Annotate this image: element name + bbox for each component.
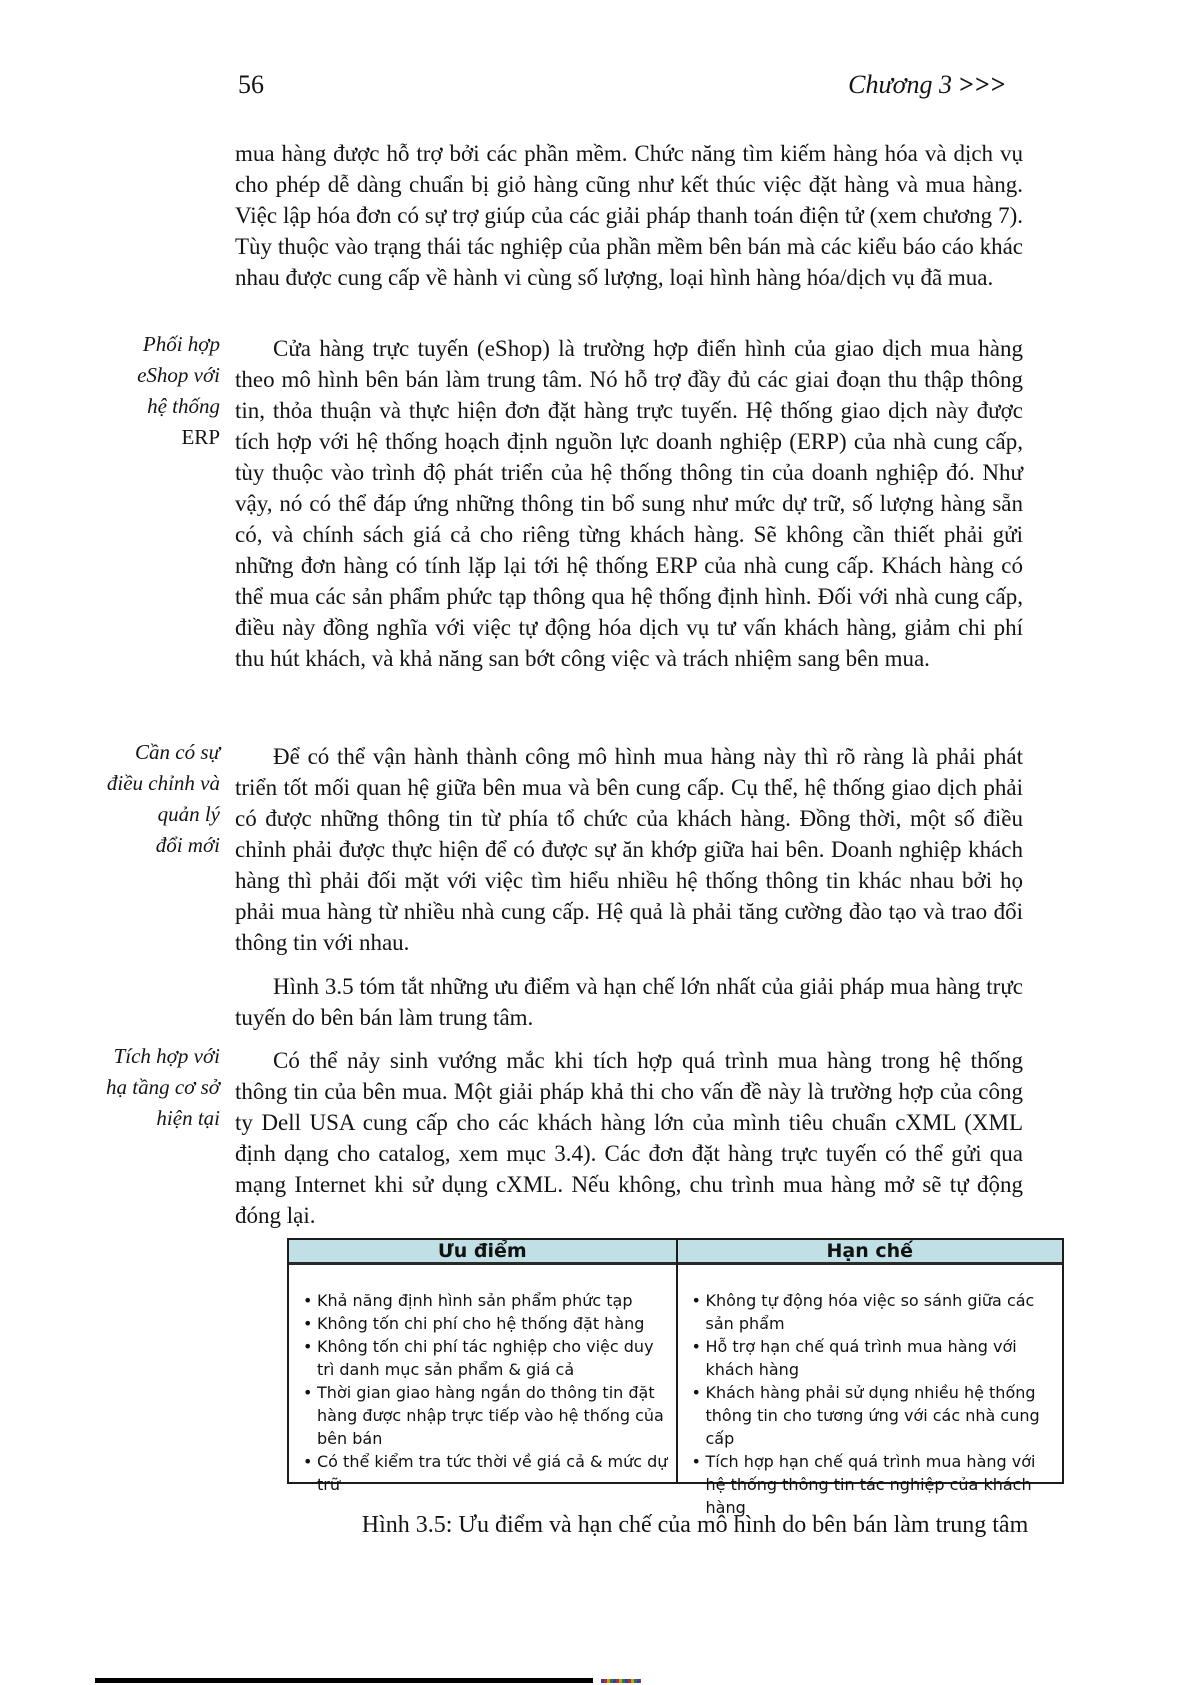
bullet-icon: • (303, 1383, 313, 1402)
list-item-text: Tích hợp hạn chế quá trình mua hàng với hệ thống thông tin tác nghiệp của khách hàng (705, 1452, 1036, 1517)
body-paragraph: mua hàng được hỗ trợ bởi các phần mềm. Chức năng tìm kiếm hàng hóa và dịch vụ cho phép dễ dàng chuẩn bị giỏ hàng cũng như kết thúc việc đặt hàng và mua hàng. Việc lập hóa đơn có sự trợ giúp của các giải pháp thanh toán điện tử (xem chương 7). Tùy thuộc vào trạng thái tác nghiệp của phần mềm bên bán mà các kiểu báo cáo khác nhau được cung cấp về hành vi cùng số lượng, loại hình hàng hóa/dịch vụ đã mua. (235, 141, 1023, 290)
body-paragraph: Hình 3.5 tóm tắt những ưu điểm và hạn chế lớn nhất của giải pháp mua hàng trực tuyến do bên bán làm trung tâm. (235, 974, 1023, 1030)
body-paragraph: Cửa hàng trực tuyến (eShop) là trường hợp điển hình của giao dịch mua hàng theo mô hình bên bán làm trung tâm. Nó hỗ trợ đầy đủ các giai đoạn thu thập thông tin, thỏa thuận và thực hiện đơn đặt hàng trực tuyến. Hệ thống giao dịch này được tích hợp với hệ thống hoạch định nguồn lực doanh nghiệp (ERP) của nhà cung cấp, tùy thuộc vào trình độ phát triển của hệ thống thông tin của doanh nghiệp đó. Như vậy, nó có thể đáp ứng những thông tin bổ sung như mức dự trữ, số lượng hàng sẵn có, và chính sách giá cả cho riêng từng khách hàng. Sẽ không cần thiết phải gửi những đơn hàng có tính lặp lại tới hệ thống ERP của nhà cung cấp. Khách hàng có thể mua các sản phẩm phức tạp thông qua hệ thống định hình. Đối với nhà cung cấp, điều này đồng nghĩa với việc tự động hóa dịch vụ tư vấn khách hàng, giảm chi phí thu hút khách, và khả năng san bớt công việc và trách nhiệm sang bên mua. (235, 336, 1023, 671)
margin-note-line: đổi mới (155, 833, 220, 857)
bullet-icon: • (691, 1452, 701, 1471)
bullet-icon: • (303, 1337, 313, 1356)
bullet-icon: • (303, 1291, 313, 1310)
limitations-header: Hạn chế (678, 1240, 1063, 1265)
list-item (303, 1289, 668, 1312)
list-item-text: Không tốn chi phí cho hệ thống đặt hàng (317, 1314, 645, 1333)
footer-dashes (601, 1679, 641, 1683)
body-paragraph: Có thể nảy sinh vướng mắc khi tích hợp quá trình mua hàng trong hệ thống thông tin của bên mua. Một giải pháp khả thi cho vấn đề này là trường hợp của công ty Dell USA cung cấp cho các khách hàng lớn của mình tiêu chuẩn cXML (XML định dạng cho catalog, xem mục 3.4). Các đơn đặt hàng trực tuyến có thể gửi qua mạng Internet khi sử dụng cXML. Nếu không, chu trình mua hàng mở sẽ tự động đóng lại. (235, 1048, 1023, 1228)
bullet-icon: • (303, 1452, 313, 1471)
list-item-text: Khách hàng phải sử dụng nhiều hệ thống thông tin cho tương ứng với các nhà cung cấp (705, 1383, 1040, 1448)
chapter-label: Chương 3 (848, 70, 953, 99)
margin-note-line: điều chỉnh và (106, 771, 220, 795)
list-item-text: Không tự động hóa việc so sánh giữa các sản phẩm (705, 1291, 1035, 1333)
advantages-list (289, 1265, 676, 1496)
list-item-text: Có thể kiểm tra tức thời về giá cả & mức dự trữ (317, 1452, 668, 1494)
margin-note-line: Tích hợp với (113, 1044, 220, 1068)
advantages-header: Ưu điểm (289, 1240, 676, 1265)
margin-note-line: hạ tầng cơ sở (106, 1075, 220, 1099)
list-item (303, 1312, 668, 1335)
list-item (692, 1335, 1055, 1381)
list-item-text: Hỗ trợ hạn chế quá trình mua hàng với khách hàng (705, 1337, 1017, 1379)
page-number: 56 (238, 70, 264, 99)
list-item (303, 1450, 668, 1496)
margin-note-line: ERP (181, 425, 220, 449)
margin-note-line: Phối hợp (142, 332, 220, 356)
margin-note-line: hệ thống (147, 394, 220, 418)
figure-table (287, 1238, 1064, 1517)
running-head (650, 70, 1006, 100)
margin-note-adjustment (68, 737, 220, 861)
chapter-arrows-icon: >>> (958, 70, 1006, 99)
margin-note-line: hiện tại (156, 1106, 220, 1130)
limitations-column (676, 1240, 1063, 1517)
body-paragraph: Để có thể vận hành thành công mô hình mua hàng này thì rõ ràng là phải phát triển tốt mối quan hệ giữa bên mua và bên cung cấp. Cụ thể, hệ thống giao dịch phải có được những thông tin từ phía tổ chức của khách hàng. Đồng thời, một số điều chỉnh phải được thực hiện để có được sự ăn khớp giữa hai bên. Doanh nghiệp khách hàng thì phải đối mặt với việc tìm hiểu nhiều hệ thống thông tin khác nhau bởi họ phải mua hàng từ nhiều nhà cung cấp. Hệ quả là phải tăng cường đào tạo và trao đổi thông tin với nhau. (235, 744, 1023, 955)
figure-caption: Hình 3.5: Ưu điểm và hạn chế của mô hình do bên bán làm trung tâm (361, 1512, 1029, 1538)
list-item (692, 1450, 1055, 1519)
margin-note-line: Cần có sự (135, 740, 220, 764)
list-item-text: Không tốn chi phí tác nghiệp cho việc duy trì danh mục sản phẩm & giá cả (317, 1337, 654, 1379)
list-item-text: Thời gian giao hàng ngắn do thông tin đặt hàng được nhập trực tiếp vào hệ thống của bên bán (317, 1383, 664, 1448)
list-item-text: Khả năng định hình sản phẩm phức tạp (317, 1291, 633, 1310)
bullet-icon: • (691, 1337, 701, 1356)
list-item (303, 1335, 668, 1381)
list-item (303, 1381, 668, 1450)
margin-note-eshop-erp (68, 329, 220, 453)
margin-note-infrastructure (68, 1041, 220, 1134)
bullet-icon: • (303, 1314, 313, 1333)
advantages-column (289, 1240, 676, 1494)
limitations-list (678, 1265, 1063, 1519)
margin-note-line: eShop với (137, 363, 220, 387)
margin-note-line: quản lý (157, 802, 220, 826)
bullet-icon: • (691, 1383, 701, 1402)
footer-rule (95, 1678, 593, 1683)
list-item (692, 1381, 1055, 1450)
bullet-icon: • (691, 1291, 701, 1310)
list-item (692, 1289, 1055, 1335)
